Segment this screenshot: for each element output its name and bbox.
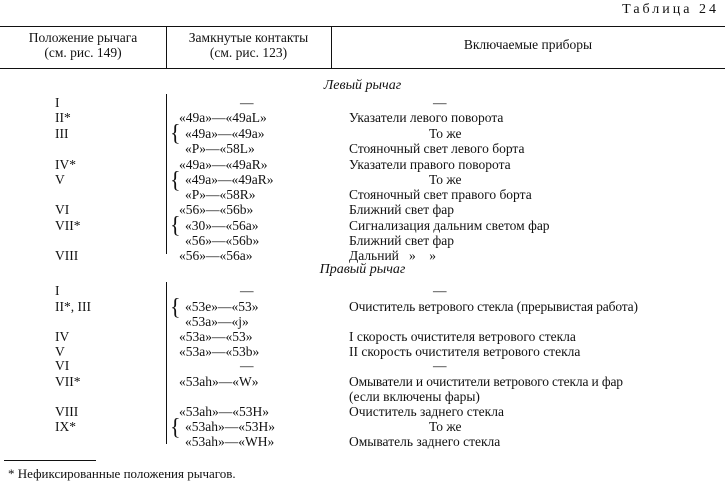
device-cell: Указатели левого поворота: [349, 110, 504, 125]
table-row: [0, 110, 725, 126]
section-left-lever: Левый рычаг: [323, 78, 402, 93]
device-cell: То же: [429, 419, 462, 434]
device-cell: I скорость очистителя ветрового стекла: [349, 329, 576, 344]
header-lever-position-line2: (см. рис. 149): [44, 45, 122, 60]
position-cell: VII*: [55, 218, 81, 233]
contact-cell: «53a»—«j»: [185, 314, 249, 329]
table-row: [0, 172, 725, 188]
contact-cell: «49a»—«49aL»: [179, 110, 267, 125]
header-lever-position: [0, 30, 166, 60]
table-row: [0, 389, 725, 405]
brace-symbol: {: [170, 166, 181, 193]
table-row: [0, 218, 725, 234]
contact-cell: «53a»—«53b»: [179, 344, 260, 359]
position-cell: IV: [55, 329, 70, 344]
device-cell: (если включены фары): [349, 389, 480, 404]
contact-cell: «49a»—«49aR»: [185, 172, 274, 187]
device-cell: То же: [429, 172, 462, 187]
position-cell: I: [55, 95, 60, 110]
table-row: [0, 95, 725, 111]
position-cell: V: [55, 344, 65, 359]
device-cell: Указатели правого поворота: [349, 157, 511, 172]
device-cell: Ближний свет фар: [349, 202, 454, 217]
brace-symbol: {: [170, 119, 181, 146]
section-right-lever: Правый рычаг: [319, 262, 406, 277]
header-closed-contacts: [166, 30, 331, 60]
device-cell: —: [433, 358, 447, 373]
position-cell: III: [55, 126, 69, 141]
contact-cell: «56»—«56a»: [179, 248, 253, 263]
table-row: [0, 233, 725, 249]
position-cell: VI: [55, 202, 70, 217]
table-caption: Таблица 24: [622, 2, 719, 17]
device-cell: —: [433, 283, 447, 298]
contact-cell: «53ah»—«53H»: [185, 419, 275, 434]
table-row: [0, 358, 725, 374]
contact-cell: «53ah»—«53H»: [179, 404, 269, 419]
contact-cell: «P»—«58R»: [185, 187, 256, 202]
table-row: [0, 434, 725, 450]
device-cell: Очиститель ветрового стекла (прерывистая работа): [349, 299, 638, 314]
table-row: [0, 187, 725, 203]
table-row: [0, 314, 725, 330]
contact-cell: —: [240, 283, 254, 298]
device-cell: Ближний свет фар: [349, 233, 454, 248]
table-row: [0, 126, 725, 142]
position-cell: VIII: [55, 248, 79, 263]
device-cell: —: [433, 95, 447, 110]
table-row: [0, 404, 725, 420]
contact-cell: «56»—«56b»: [179, 202, 254, 217]
header-devices: Включаемые приборы: [463, 37, 593, 52]
contact-cell: —: [240, 95, 254, 110]
device-cell: II скорость очистителя ветрового стекла: [349, 344, 581, 359]
device-cell: Дальний » »: [349, 248, 437, 263]
contact-cell: «49a»—«49aR»: [179, 157, 268, 172]
contact-cell: «53ah»—«WH»: [185, 434, 275, 449]
table-row: [0, 329, 725, 345]
header-top-rule: [0, 26, 725, 27]
header-closed-contacts-line1: Замкнутые контакты: [188, 30, 309, 45]
device-cell: Омыватель заднего стекла: [349, 434, 501, 449]
contact-cell: «56»—«56b»: [185, 233, 260, 248]
position-cell: I: [55, 283, 60, 298]
table-row: [0, 202, 725, 218]
position-cell: VII*: [55, 374, 81, 389]
position-cell: VI: [55, 358, 70, 373]
table-row: [0, 157, 725, 173]
position-cell: II*: [55, 110, 71, 125]
device-cell: Стояночный свет левого борта: [349, 141, 525, 156]
device-cell: Сигнализация дальним светом фар: [349, 218, 550, 233]
table-row: [0, 283, 725, 299]
contact-cell: «P»—«58L»: [185, 141, 255, 156]
header-lever-position-line1: Положение рычага: [28, 30, 138, 45]
footnote: * Нефиксированные положения рычагов.: [8, 466, 236, 481]
contact-cell: «49a»—«49a»: [185, 126, 265, 141]
position-cell: VIII: [55, 404, 79, 419]
header-bottom-rule: [0, 68, 725, 69]
contact-cell: «53e»—«53»: [185, 299, 259, 314]
brace-symbol: {: [170, 413, 181, 440]
device-cell: Очиститель заднего стекла: [349, 404, 504, 419]
contact-cell: «53a»—«53»: [179, 329, 253, 344]
brace-symbol: {: [170, 211, 181, 238]
device-cell: Стояночный свет правого борта: [349, 187, 532, 202]
contact-cell: «53ah»—«W»: [179, 374, 259, 389]
contact-cell: «30»—«56a»: [185, 218, 259, 233]
position-cell: II*, III: [55, 299, 91, 314]
position-cell: V: [55, 172, 65, 187]
position-cell: IX*: [55, 419, 76, 434]
table-row: [0, 299, 725, 315]
table-row: [0, 141, 725, 157]
table-row: [0, 419, 725, 435]
brace-symbol: {: [170, 293, 181, 320]
device-cell: Омыватели и очистители ветрового стекла и фар: [349, 374, 623, 389]
header-closed-contacts-line2: (см. рис. 123): [209, 45, 288, 60]
position-cell: IV*: [55, 157, 76, 172]
device-cell: То же: [429, 126, 462, 141]
footnote-rule: [4, 460, 96, 461]
contact-cell: —: [240, 358, 254, 373]
table-row: [0, 374, 725, 390]
